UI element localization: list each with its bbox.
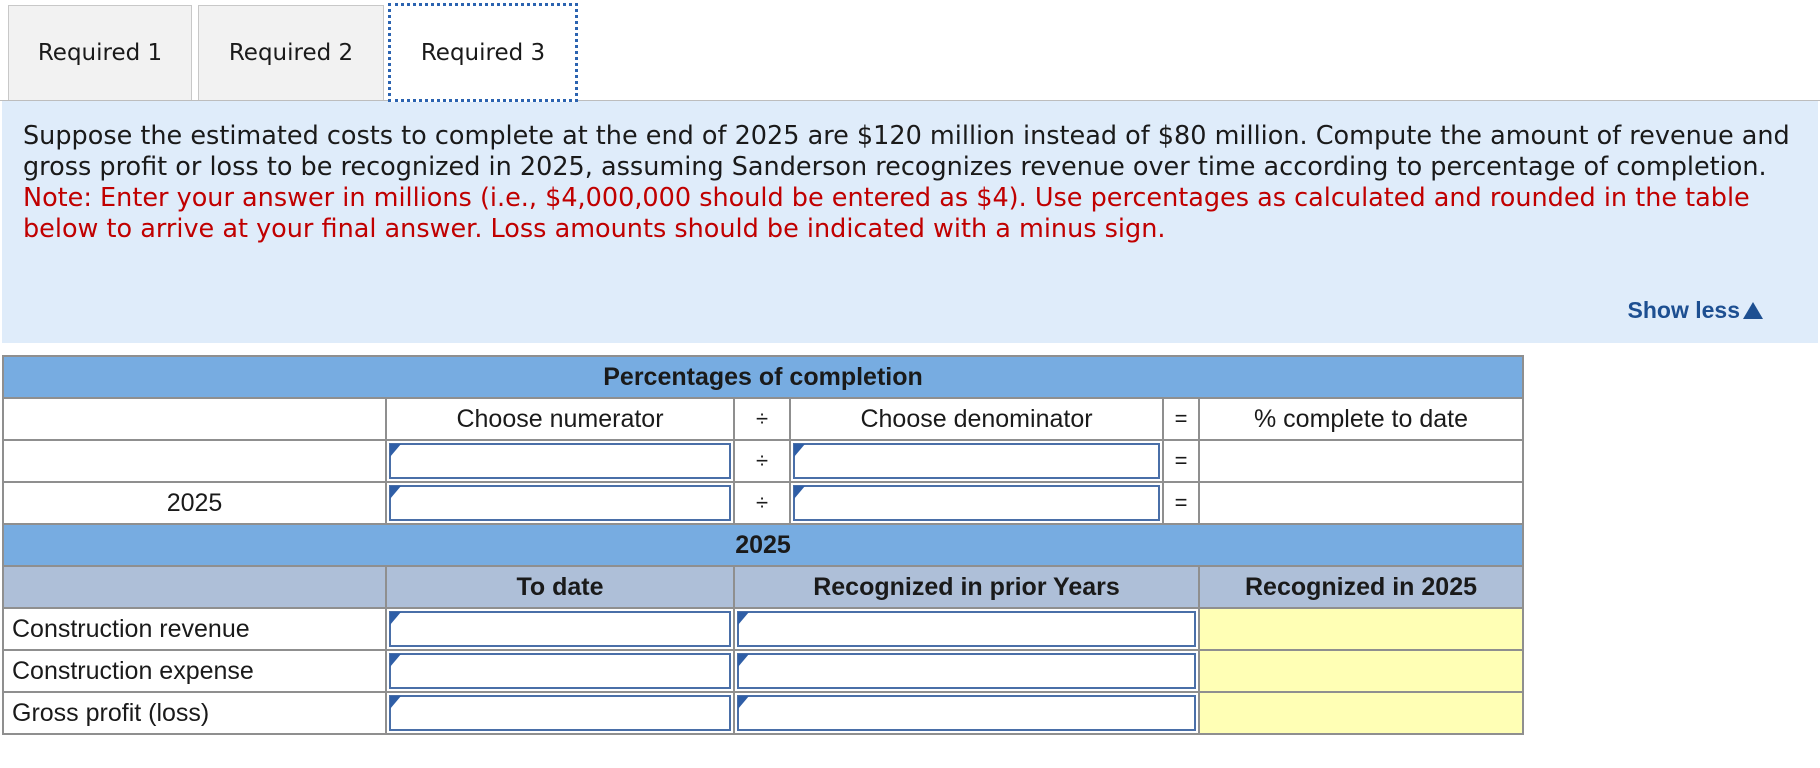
equals-sign: =	[1163, 482, 1199, 524]
tab-required-3[interactable]: Required 3	[388, 3, 578, 102]
dropdown-flag-icon	[390, 444, 401, 457]
table-row	[3, 692, 1523, 734]
dropdown-flag-icon	[390, 612, 401, 625]
percent-row-label: 2025	[3, 482, 386, 524]
equals-sign: =	[1163, 440, 1199, 482]
numerator-cell	[386, 482, 734, 524]
question-prompt: Suppose the estimated costs to complete at the end of 2025 are $120 million instead of $80 million. Compute the amount of revenue and gross profit or loss to be recognized in 2025, assuming Sanderson recognizes revenue over time according to percentage of completion.	[23, 121, 1790, 182]
question-note: Note: Enter your answer in millions (i.e., $4,000,000 should be entered as $4). Use percentages as calculated and rounded in the table below to arrive at your final answer. Loss amounts should be indicated with a minus sign.	[23, 183, 1750, 244]
percent-header-row	[3, 398, 1523, 440]
prior-years-cell	[734, 692, 1199, 734]
recognition-header-blank	[3, 566, 386, 608]
dropdown-flag-icon	[738, 654, 749, 667]
expense-to-date-input[interactable]	[389, 653, 731, 689]
denominator-cell	[790, 440, 1163, 482]
denominator-header: Choose denominator	[790, 398, 1163, 440]
dropdown-flag-icon	[390, 486, 401, 499]
recognition-title-row	[3, 524, 1523, 566]
to-date-cell	[386, 650, 734, 692]
to-date-header: To date	[386, 566, 734, 608]
recognition-table-title: 2025	[3, 524, 1523, 566]
dropdown-flag-icon	[738, 696, 749, 709]
divide-sign: ÷	[734, 440, 790, 482]
triangle-up-icon	[1743, 302, 1763, 319]
prior-years-header: Recognized in prior Years	[734, 566, 1199, 608]
dropdown-flag-icon	[794, 444, 805, 457]
expense-current-cell	[1199, 650, 1523, 692]
tab-bar	[0, 0, 1820, 101]
table-row	[3, 650, 1523, 692]
numerator-select[interactable]	[389, 443, 731, 479]
percent-header-blank	[3, 398, 386, 440]
denominator-input[interactable]	[793, 485, 1160, 521]
tab-required-2[interactable]: Required 2	[198, 5, 384, 100]
table-row	[3, 608, 1523, 650]
to-date-cell	[386, 608, 734, 650]
equals-header: =	[1163, 398, 1199, 440]
percent-result-cell	[1199, 440, 1523, 482]
dropdown-flag-icon	[738, 612, 749, 625]
dropdown-flag-icon	[390, 696, 401, 709]
revenue-to-date-input[interactable]	[389, 611, 731, 647]
percent-title-row	[3, 356, 1523, 398]
denominator-select[interactable]	[793, 443, 1160, 479]
divide-header: ÷	[734, 398, 790, 440]
divide-sign: ÷	[734, 482, 790, 524]
denominator-cell	[790, 482, 1163, 524]
percent-row	[3, 440, 1523, 482]
current-year-header: Recognized in 2025	[1199, 566, 1523, 608]
revenue-prior-input[interactable]	[737, 611, 1196, 647]
worksheet-table	[2, 355, 1524, 735]
result-header: % complete to date	[1199, 398, 1523, 440]
prior-years-cell	[734, 608, 1199, 650]
dropdown-flag-icon	[390, 654, 401, 667]
revenue-current-cell	[1199, 608, 1523, 650]
gross-profit-current-cell	[1199, 692, 1523, 734]
to-date-cell	[386, 692, 734, 734]
percent-table-title: Percentages of completion	[3, 356, 1523, 398]
question-panel	[2, 101, 1818, 343]
row-label-revenue: Construction revenue	[3, 608, 386, 650]
numerator-input[interactable]	[389, 485, 731, 521]
expense-prior-input[interactable]	[737, 653, 1196, 689]
numerator-header: Choose numerator	[386, 398, 734, 440]
numerator-cell	[386, 440, 734, 482]
show-less-label: Show less	[1627, 297, 1740, 323]
percent-row	[3, 482, 1523, 524]
row-label-gross-profit: Gross profit (loss)	[3, 692, 386, 734]
gross-profit-prior-input[interactable]	[737, 695, 1196, 731]
row-label-expense: Construction expense	[3, 650, 386, 692]
gross-profit-to-date-input[interactable]	[389, 695, 731, 731]
recognition-header-row	[3, 566, 1523, 608]
percent-result-cell	[1199, 482, 1523, 524]
prior-years-cell	[734, 650, 1199, 692]
dropdown-flag-icon	[794, 486, 805, 499]
percent-row-label	[3, 440, 386, 482]
show-less-link[interactable]	[1628, 297, 1763, 324]
tab-required-1[interactable]: Required 1	[8, 5, 192, 100]
